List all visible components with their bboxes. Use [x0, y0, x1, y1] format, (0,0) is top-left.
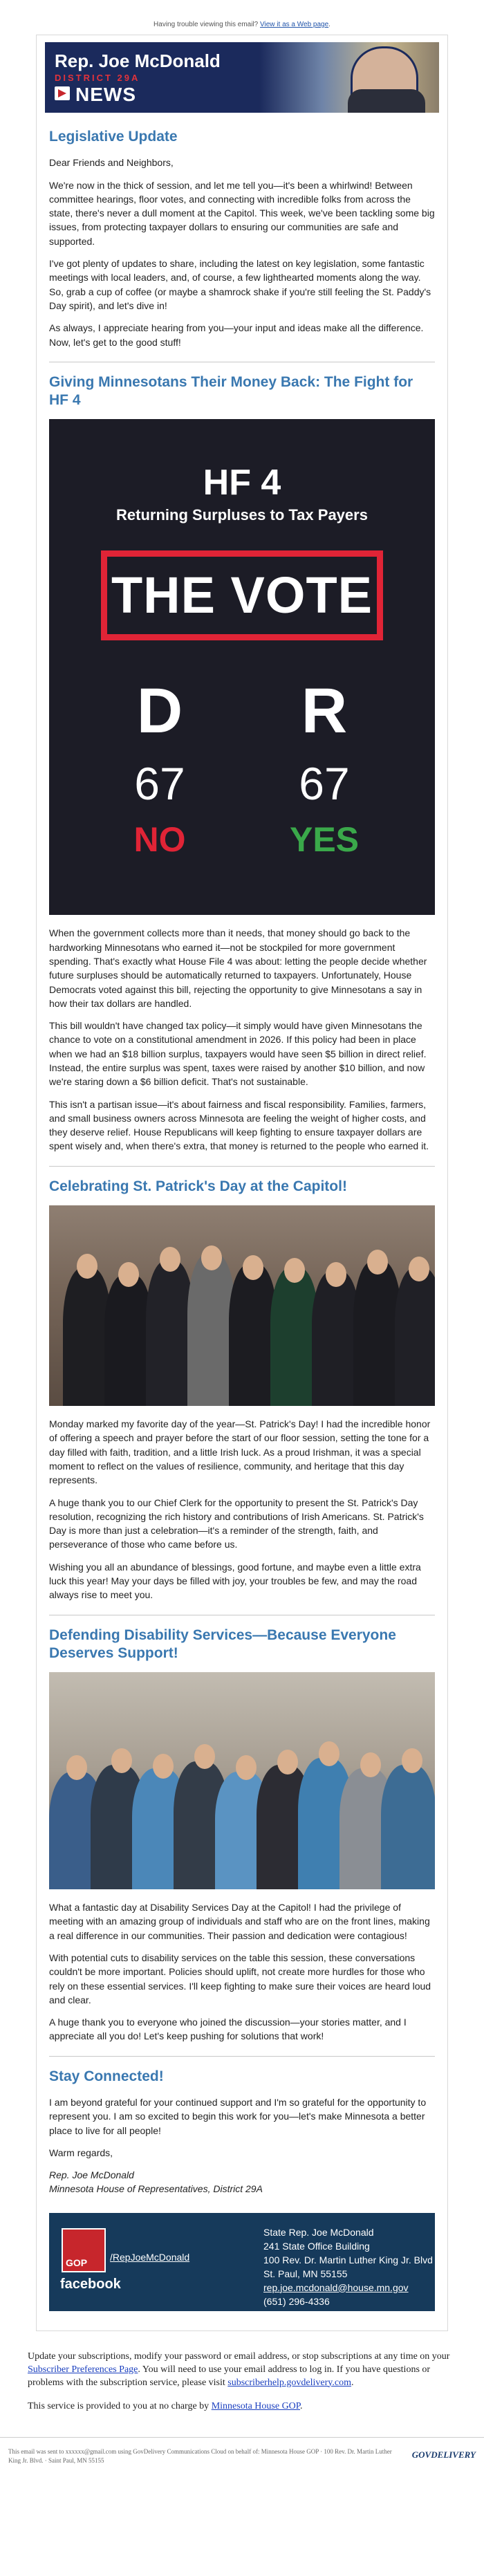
disability-services-group-photo — [49, 1672, 435, 1889]
vote-banner-text: THE VOTE — [111, 566, 373, 624]
flag-icon — [55, 86, 70, 100]
contact-banner — [49, 2213, 435, 2311]
header-district: DISTRICT 29A — [55, 73, 140, 83]
header-news: NEWS — [75, 84, 136, 105]
democrat-column — [104, 675, 215, 860]
paragraph: A huge thank you to our Chief Clerk for the opportunity to present the St. Patrick's Day resolution, recognizing the rich history and contributions of Irish Americans. St. Patrick's Day is more than just a celebration—it's a reminder of the strength, faith, and perseverance of those who came before us. — [49, 1497, 424, 1550]
democrat-result: NO — [133, 820, 186, 860]
st-patricks-group-photo — [49, 1205, 435, 1406]
closing: Warm regards, — [49, 2147, 113, 2158]
section-title: Legislative Update — [49, 129, 178, 145]
newsletter-card — [36, 35, 448, 2331]
email-link[interactable]: rep.joe.mcdonald@house.mn.gov — [263, 2281, 409, 2293]
paragraph: This isn't a partisan issue—it's about fairness and fiscal responsibility. Families, farmers, and small business owners across Minnesota are feeling the weight of higher costs, and they deserve relief. House Republicans will keep fighting to ensure taxpayer dollars are spent wisely and, when there's extra, that money is returned to the people who earned it. — [49, 1098, 429, 1152]
vote-hf-title: HF 4 — [203, 463, 281, 503]
header-name: Rep. Joe McDonald — [55, 50, 221, 71]
subscription-footer: Update your subscriptions, modify your password or email address, or stop subscriptions at any time on your Subscriber Preferences Page. You will need to use your email address to log in. If you have questions or problems with the subscription service, please visit subscriberhelp.govdelivery.com. This service is provided to you at no charge by Minnesota House GOP. This email was sent to xxxxxx@gmail.com using GovDelivery Communications Cloud on behalf of: Minnesota House GOP · 100 Rev. Dr. Martin Luther King Jr. Blvd. · Saint Paul, MN 55155 GOVDELIVERY — [0, 2331, 484, 2486]
web-view-prefix: Having trouble viewing this email? — [153, 21, 261, 28]
paragraph: This bill wouldn't have changed tax policy—it simply would have given Minnesotans the chance to vote on a constitutional amendment in 2026. If this policy had been in place when we had an $18 billion surplus, taxpayers would have seen $5 billion in direct relief. Instead, the entire surplus was spent, taxes were raised by another $10 billion, and now we're staring down a $6 billion deficit. That's not sustainable. — [49, 1020, 427, 1088]
section-title: Giving Minnesotans Their Money Back: The Fight for HF 4 — [49, 373, 413, 409]
democrat-letter: D — [136, 676, 183, 747]
contact-address: State Rep. Joe McDonald 241 State Office Building 100 Rev. Dr. Martin Luther King Jr. Blvd St. Paul, MN 55155 rep.joe.mcdonald@house.mn.gov (651) 296-4336 — [263, 2226, 433, 2307]
facebook-handle-link[interactable]: /RepJoeMcDonald — [110, 2251, 190, 2263]
govdelivery-logo: GOVDELIVERY — [411, 2449, 476, 2461]
house-gop-logo: GOP — [62, 2228, 106, 2272]
greeting: Dear Friends and Neighbors, — [49, 157, 174, 169]
republican-letter: R — [301, 676, 348, 747]
republican-count: 67 — [299, 758, 350, 810]
phone-number: (651) 296-4336 — [263, 2295, 330, 2307]
section-title: Defending Disability Services—Because Everyone Deserves Support! — [49, 1627, 396, 1661]
paragraph: We're now in the thick of session, and let me tell you—it's been a whirlwind! Between committee hearings, floor votes, and connecting with incredible folks from across the state, there's never a dull moment at the Capitol. This week, we've been tackling some big issues, from protecting taxpayer dollars to ensuring our communities are safe and supported. — [49, 179, 435, 247]
paragraph: I am beyond grateful for your continued support and I'm so grateful for the opportunity to represent you. I am so excited to begin this work for you—let's make Minnesota a better place to live for all people! — [49, 2097, 427, 2136]
rep-portrait-suit — [348, 89, 425, 113]
divider — [49, 1166, 435, 1167]
paragraph: I've got plenty of updates to share, including the latest on key legislation, some fantastic meetings with local leaders, and, of course, a few lighthearted moments along the way. So, grab a cup of coffee (or maybe a shamrock shake if you're still feeling the St. Paddy's Day spirit), and let's dive in! — [49, 258, 431, 311]
democrat-count: 67 — [134, 758, 185, 810]
paragraph: When the government collects more than it needs, that money should go back to the hardworking Minnesotans who earned it—not be stockpiled for more government spending. That's exactly what House File 4 was about: letting the people decide whether future surpluses should be automatically returned to taxpayers. Unfortunately, House Democrats voted against this bill, rejecting the opportunity to give Minnesotans a say in how their tax dollars are handled. — [49, 927, 427, 1009]
republican-column — [269, 675, 380, 860]
vote-subtitle: Returning Surpluses to Tax Payers — [116, 506, 368, 524]
subscriber-preferences-link[interactable]: Subscriber Preferences Page — [28, 2364, 138, 2375]
signature-title: Minnesota House of Representatives, District 29A — [49, 2183, 263, 2195]
web-view-notice: Having trouble viewing this email? View it as a Web page. — [153, 21, 331, 28]
newsletter-header — [45, 42, 439, 113]
paragraph: Wishing you all an abundance of blessings, good fortune, and maybe even a little extra luck this year! May your days be filled with joy, your troubles be few, and may the road always rise to meet you. — [49, 1561, 421, 1601]
paragraph: Monday marked my favorite day of the year—St. Patrick's Day! I had the incredible honor of offering a speech and prayer before the start of our floor session, setting the tone for a day filled with faith, tradition, and a little Irish luck. As a proud Irishman, it was a special moment to reflect on the values of resilience, community, and heritage that this day represents. — [49, 1418, 431, 1486]
signature-name: Rep. Joe McDonald — [49, 2169, 134, 2181]
subscriber-help-link[interactable]: subscriberhelp.govdelivery.com — [227, 2377, 351, 2388]
hf4-vote-graphic — [49, 419, 435, 915]
paragraph: A huge thank you to everyone who joined the discussion—your stories matter, and I appreciate all you do! Let's keep pushing for solutions that work! — [49, 2017, 407, 2042]
legal-footer: This email was sent to xxxxxx@gmail.com using GovDelivery Communications Cloud on behalf of: Minnesota House GOP · 100 Rev. Dr. Martin Luther King Jr. Blvd. · Saint Paul, MN 55155 GOVDELIVERY — [0, 2437, 484, 2485]
facebook-icon[interactable]: facebook — [60, 2276, 121, 2292]
paragraph: What a fantastic day at Disability Services Day at the Capitol! I had the privilege of meeting with an amazing group of individuals and staff who are on the front lines, making a real difference in our communities. Their passion and dedication were contagious! — [49, 1902, 430, 1941]
vote-banner — [101, 550, 383, 640]
house-gop-link[interactable]: Minnesota House GOP — [211, 2401, 301, 2412]
paragraph: As always, I appreciate hearing from you—your input and ideas make all the difference. Now, let's get to the good stuff! — [49, 322, 424, 348]
section-title: Stay Connected! — [49, 2068, 164, 2084]
section-title: Celebrating St. Patrick's Day at the Capitol! — [49, 1178, 347, 1194]
republican-result: YES — [289, 820, 360, 860]
paragraph: With potential cuts to disability services on the table this session, these conversations couldn't be more important. Policies should uplift, not create more hurdles for those who rely on these essential services. I'll keep fighting to make sure their voices are heard loud and clear. — [49, 1952, 431, 2005]
web-view-link[interactable]: View it as a Web page — [260, 21, 329, 28]
divider — [49, 2056, 435, 2057]
